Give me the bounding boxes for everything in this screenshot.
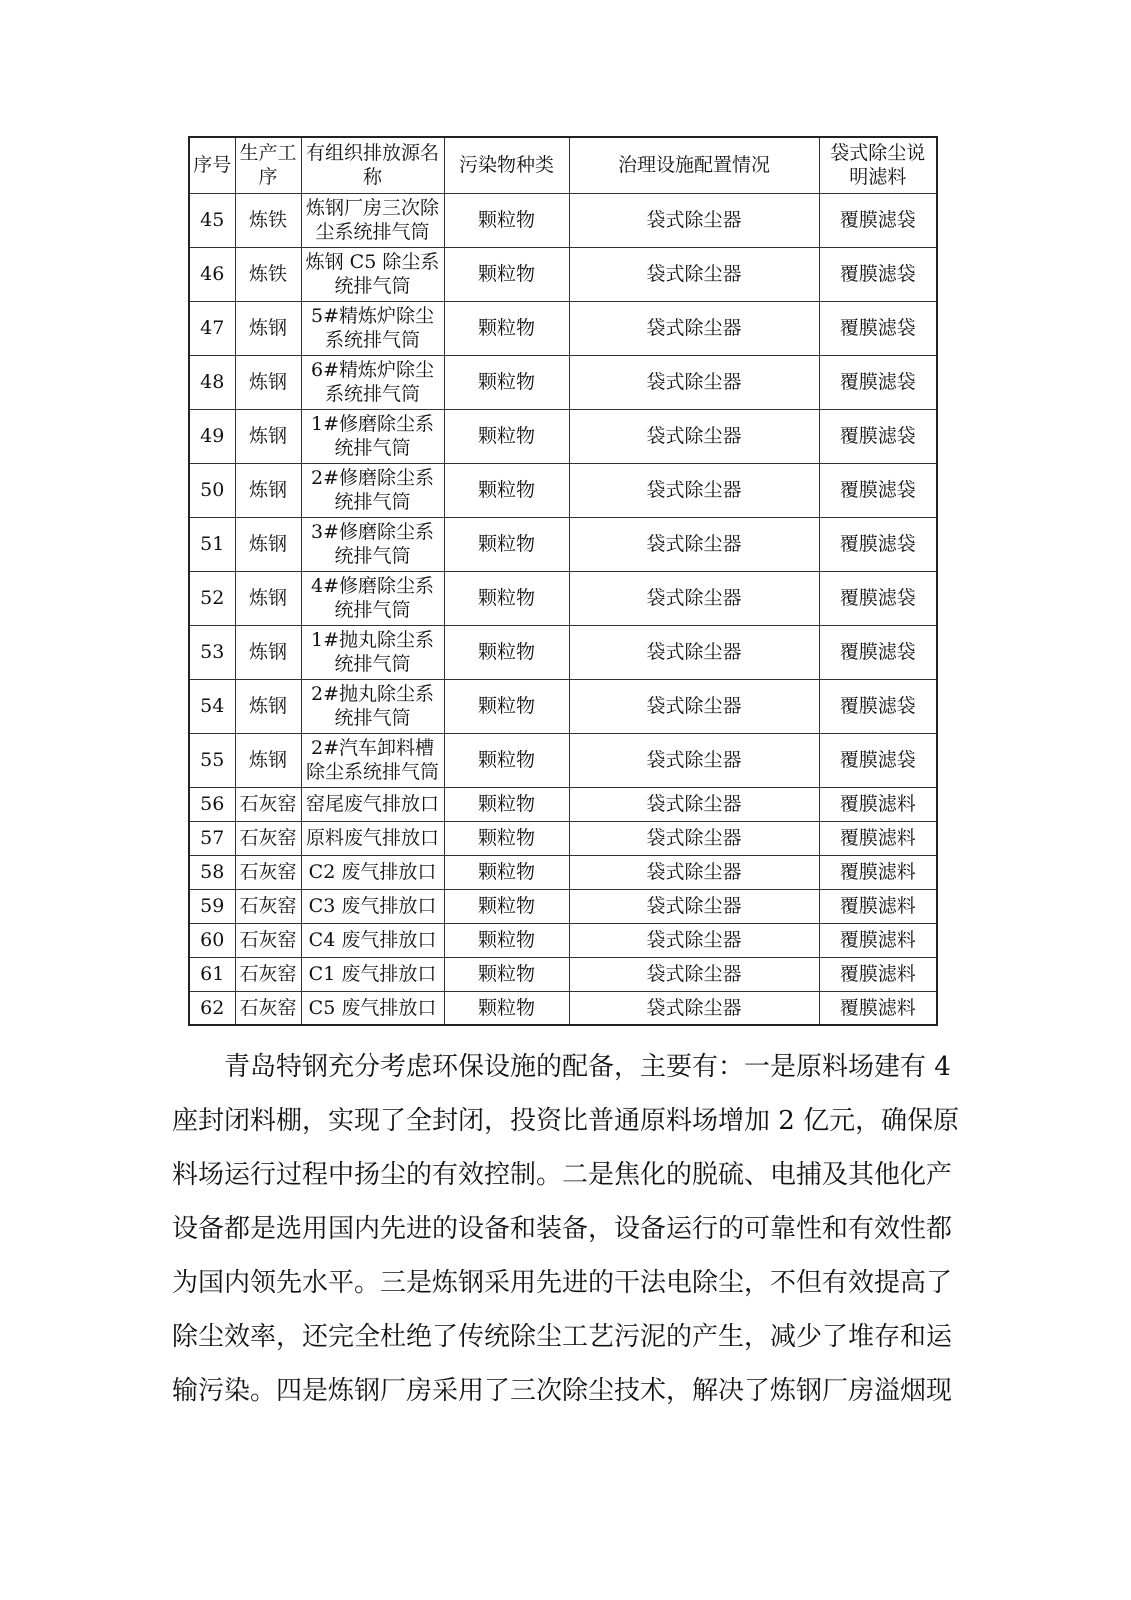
paragraph-line: 输污染。四是炼钢厂房采用了三次除尘技术，解决了炼钢厂房溢烟现 <box>172 1376 953 1406</box>
row-no: 57 <box>189 821 235 855</box>
row-no: 55 <box>189 733 235 787</box>
row-filter: 覆膜滤袋 <box>819 301 937 355</box>
row-source: 2#抛丸除尘系统排气筒 <box>301 679 444 733</box>
row-source: 窑尾废气排放口 <box>301 787 444 821</box>
row-pollutant: 颗粒物 <box>444 193 569 247</box>
row-pollutant: 颗粒物 <box>444 923 569 957</box>
paragraph-line: 为国内领先水平。三是炼钢采用先进的干法电除尘，不但有效提高了 <box>172 1268 953 1298</box>
table-row <box>189 571 937 625</box>
row-facility: 袋式除尘器 <box>569 679 819 733</box>
row-filter: 覆膜滤料 <box>819 821 937 855</box>
row-filter: 覆膜滤料 <box>819 855 937 889</box>
row-source: 炼钢 C5 除尘系统排气筒 <box>301 247 444 301</box>
table-row <box>189 957 937 991</box>
row-no: 51 <box>189 517 235 571</box>
row-filter: 覆膜滤袋 <box>819 733 937 787</box>
row-no: 62 <box>189 991 235 1025</box>
row-no: 53 <box>189 625 235 679</box>
row-source: 2#修磨除尘系统排气筒 <box>301 463 444 517</box>
row-source: C4 废气排放口 <box>301 923 444 957</box>
row-facility: 袋式除尘器 <box>569 517 819 571</box>
table-row <box>189 821 937 855</box>
row-pollutant: 颗粒物 <box>444 991 569 1025</box>
table-row <box>189 625 937 679</box>
row-filter: 覆膜滤袋 <box>819 409 937 463</box>
paragraph-line: 设备都是选用国内先进的设备和装备，设备运行的可靠性和有效性都 <box>172 1214 953 1244</box>
row-process: 石灰窑 <box>235 787 301 821</box>
row-pollutant: 颗粒物 <box>444 733 569 787</box>
table-row <box>189 247 937 301</box>
header-pollutant: 污染物种类 <box>444 137 569 193</box>
paragraph-line: 青岛特钢充分考虑环保设施的配备，主要有：一是原料场建有 4 <box>172 1052 951 1082</box>
row-facility: 袋式除尘器 <box>569 889 819 923</box>
row-source: 5#精炼炉除尘系统排气筒 <box>301 301 444 355</box>
table-row <box>189 301 937 355</box>
row-source: 6#精炼炉除尘系统排气筒 <box>301 355 444 409</box>
table-row <box>189 889 937 923</box>
row-source: 1#抛丸除尘系统排气筒 <box>301 625 444 679</box>
row-no: 61 <box>189 957 235 991</box>
row-filter: 覆膜滤料 <box>819 923 937 957</box>
row-pollutant: 颗粒物 <box>444 517 569 571</box>
row-process: 炼钢 <box>235 409 301 463</box>
row-source: 2#汽车卸料槽除尘系统排气筒 <box>301 733 444 787</box>
row-filter: 覆膜滤袋 <box>819 571 937 625</box>
header-process: 生产工序 <box>235 137 301 193</box>
row-process: 石灰窑 <box>235 991 301 1025</box>
header-no: 序号 <box>189 137 235 193</box>
row-source: 原料废气排放口 <box>301 821 444 855</box>
row-pollutant: 颗粒物 <box>444 957 569 991</box>
row-no: 54 <box>189 679 235 733</box>
row-source: 1#修磨除尘系统排气筒 <box>301 409 444 463</box>
row-pollutant: 颗粒物 <box>444 679 569 733</box>
row-filter: 覆膜滤料 <box>819 889 937 923</box>
header-facility: 治理设施配置情况 <box>569 137 819 193</box>
row-filter: 覆膜滤料 <box>819 991 937 1025</box>
row-pollutant: 颗粒物 <box>444 889 569 923</box>
row-no: 56 <box>189 787 235 821</box>
row-pollutant: 颗粒物 <box>444 787 569 821</box>
row-process: 炼钢 <box>235 463 301 517</box>
row-facility: 袋式除尘器 <box>569 991 819 1025</box>
row-facility: 袋式除尘器 <box>569 787 819 821</box>
row-source: C2 废气排放口 <box>301 855 444 889</box>
header-filter: 袋式除尘说明滤料 <box>819 137 937 193</box>
row-facility: 袋式除尘器 <box>569 193 819 247</box>
row-process: 炼铁 <box>235 193 301 247</box>
row-facility: 袋式除尘器 <box>569 301 819 355</box>
row-pollutant: 颗粒物 <box>444 247 569 301</box>
row-source: C1 废气排放口 <box>301 957 444 991</box>
row-pollutant: 颗粒物 <box>444 571 569 625</box>
paragraph-line: 除尘效率，还完全杜绝了传统除尘工艺污泥的产生，减少了堆存和运 <box>172 1322 953 1352</box>
row-process: 炼钢 <box>235 733 301 787</box>
row-no: 60 <box>189 923 235 957</box>
table-row <box>189 193 937 247</box>
row-pollutant: 颗粒物 <box>444 625 569 679</box>
row-filter: 覆膜滤袋 <box>819 247 937 301</box>
row-facility: 袋式除尘器 <box>569 957 819 991</box>
row-filter: 覆膜滤袋 <box>819 193 937 247</box>
row-process: 炼钢 <box>235 625 301 679</box>
row-filter: 覆膜滤袋 <box>819 679 937 733</box>
row-pollutant: 颗粒物 <box>444 855 569 889</box>
row-facility: 袋式除尘器 <box>569 463 819 517</box>
row-source: C5 废气排放口 <box>301 991 444 1025</box>
row-facility: 袋式除尘器 <box>569 625 819 679</box>
row-filter: 覆膜滤袋 <box>819 625 937 679</box>
row-no: 46 <box>189 247 235 301</box>
row-process: 石灰窑 <box>235 855 301 889</box>
row-source: 炼钢厂房三次除尘系统排气筒 <box>301 193 444 247</box>
row-no: 50 <box>189 463 235 517</box>
row-no: 48 <box>189 355 235 409</box>
table-row <box>189 733 937 787</box>
row-pollutant: 颗粒物 <box>444 301 569 355</box>
table-row <box>189 355 937 409</box>
row-facility: 袋式除尘器 <box>569 355 819 409</box>
row-process: 炼钢 <box>235 517 301 571</box>
table-body <box>189 193 937 1025</box>
row-pollutant: 颗粒物 <box>444 821 569 855</box>
row-no: 47 <box>189 301 235 355</box>
row-no: 58 <box>189 855 235 889</box>
row-pollutant: 颗粒物 <box>444 409 569 463</box>
table-row <box>189 463 937 517</box>
table-row <box>189 679 937 733</box>
row-source: 3#修磨除尘系统排气筒 <box>301 517 444 571</box>
table-row <box>189 991 937 1025</box>
row-process: 炼钢 <box>235 679 301 733</box>
row-filter: 覆膜滤袋 <box>819 463 937 517</box>
table-row <box>189 409 937 463</box>
row-filter: 覆膜滤袋 <box>819 355 937 409</box>
row-facility: 袋式除尘器 <box>569 821 819 855</box>
row-filter: 覆膜滤料 <box>819 957 937 991</box>
row-no: 59 <box>189 889 235 923</box>
row-process: 石灰窑 <box>235 889 301 923</box>
body-paragraph <box>172 1040 962 1418</box>
table-row <box>189 855 937 889</box>
row-no: 49 <box>189 409 235 463</box>
row-facility: 袋式除尘器 <box>569 855 819 889</box>
row-process: 炼铁 <box>235 247 301 301</box>
row-source: 4#修磨除尘系统排气筒 <box>301 571 444 625</box>
row-no: 45 <box>189 193 235 247</box>
row-facility: 袋式除尘器 <box>569 571 819 625</box>
paragraph-line: 料场运行过程中扬尘的有效控制。二是焦化的脱硫、电捕及其他化产 <box>172 1160 953 1190</box>
row-facility: 袋式除尘器 <box>569 247 819 301</box>
row-facility: 袋式除尘器 <box>569 409 819 463</box>
row-filter: 覆膜滤袋 <box>819 517 937 571</box>
row-facility: 袋式除尘器 <box>569 923 819 957</box>
row-facility: 袋式除尘器 <box>569 733 819 787</box>
row-process: 炼钢 <box>235 571 301 625</box>
row-process: 石灰窑 <box>235 923 301 957</box>
emission-sources-table <box>188 136 938 1026</box>
row-filter: 覆膜滤料 <box>819 787 937 821</box>
row-pollutant: 颗粒物 <box>444 355 569 409</box>
row-process: 石灰窑 <box>235 957 301 991</box>
table-row <box>189 923 937 957</box>
table-row <box>189 787 937 821</box>
row-pollutant: 颗粒物 <box>444 463 569 517</box>
row-source: C3 废气排放口 <box>301 889 444 923</box>
row-process: 炼钢 <box>235 355 301 409</box>
header-source: 有组织排放源名称 <box>301 137 444 193</box>
table-header-row <box>189 137 937 193</box>
paragraph-line: 座封闭料棚，实现了全封闭，投资比普通原料场增加 2 亿元，确保原 <box>172 1106 960 1136</box>
row-no: 52 <box>189 571 235 625</box>
table-row <box>189 517 937 571</box>
row-process: 炼钢 <box>235 301 301 355</box>
row-process: 石灰窑 <box>235 821 301 855</box>
